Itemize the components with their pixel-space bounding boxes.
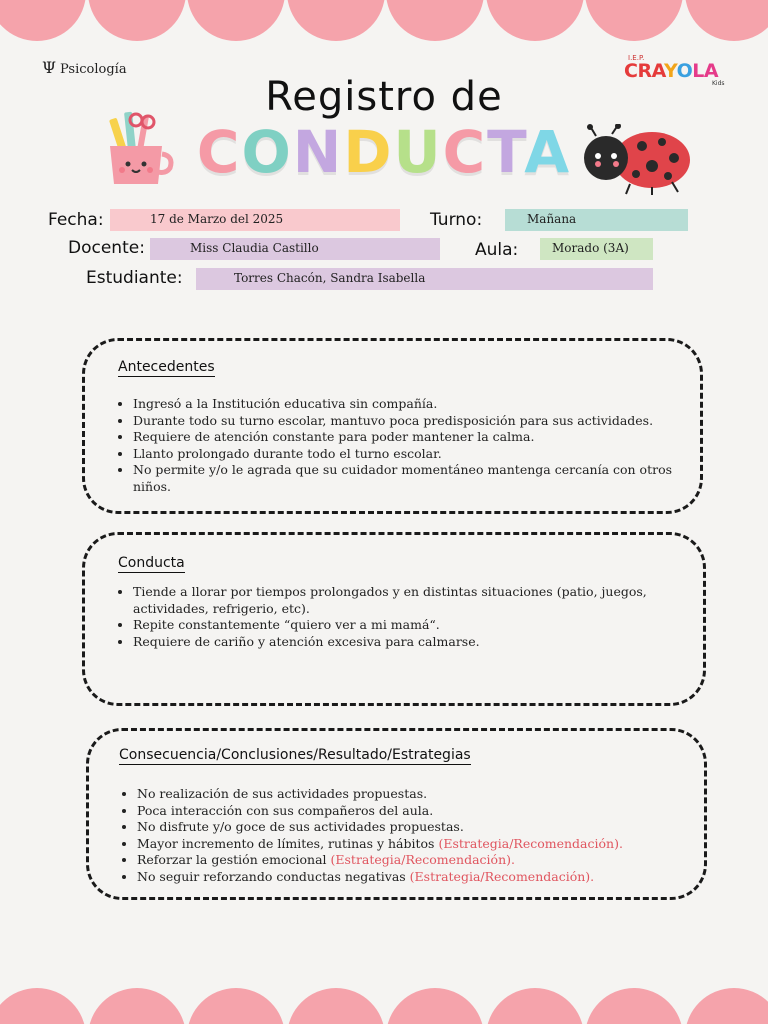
fecha-field: 17 de Marzo del 2025 [110, 209, 400, 231]
logo-word: CRAYOLA [624, 60, 719, 82]
strategy-note: (Estrategia/Recomendación). [409, 868, 595, 884]
list-item: • Requiere de atención constante para poder mantener la calma. [133, 429, 677, 446]
list-item: • Ingresó a la Institución educativa sin compañía. [133, 396, 677, 413]
psi-icon: Ψ [42, 58, 57, 77]
scallop-shape [0, 0, 86, 41]
scallop-shape [585, 988, 683, 1024]
list-item: • Mayor incremento de límites, rutinas y hábitos (Estrategia/Recomendación). [137, 836, 681, 853]
scallop-shape [88, 988, 186, 1024]
list-item: • Llanto prolongado durante todo el turno escolar. [133, 446, 677, 463]
title-letter: C [196, 118, 242, 186]
fecha-label: Fecha: [48, 210, 104, 230]
list-item: • Poca interacción con sus compañeros del aula. [137, 803, 681, 820]
scallop-shape [88, 0, 186, 41]
turno-label: Turno: [430, 210, 483, 230]
list-item: • No seguir reforzando conductas negativas (Estrategia/Recomendación). [137, 869, 681, 886]
title-letter: A [524, 118, 572, 186]
title-letter: C [442, 118, 488, 186]
antecedentes-section [82, 338, 703, 514]
title-letter: T [487, 118, 525, 186]
list-item: • No permite y/o le agrada que su cuidador momentáneo mantenga cercanía con otros niños. [133, 462, 677, 495]
title-letter: N [292, 118, 344, 186]
consecuencia-section [86, 728, 707, 900]
bottom-scallop-border [0, 964, 768, 1024]
title-registro-de: Registro de [265, 74, 503, 120]
title-conducta [0, 118, 768, 186]
docente-label: Docente: [68, 238, 145, 258]
conducta-title: Conducta [118, 555, 185, 571]
list-item: • Tiende a llorar por tiempos prolongados y en distintas situaciones (patio, juegos, actividades, refrigerio, etc). [133, 584, 677, 617]
scallop-shape [486, 988, 584, 1024]
logo-iep: I.E.P. [628, 54, 645, 62]
psicologia-label: Psicología [60, 62, 127, 77]
list-item: • Reforzar la gestión emocional (Estrategia/Recomendación). [137, 852, 681, 869]
strategy-note: (Estrategia/Recomendación). [438, 835, 623, 851]
scallop-shape [386, 988, 484, 1024]
scallop-shape [187, 988, 285, 1024]
turno-field: Mañana [505, 209, 688, 231]
aula-field: Morado (3A) [540, 238, 653, 260]
list-item: • No realización de sus actividades propuestas. [137, 786, 681, 803]
consecuencia-list [121, 786, 681, 885]
top-scallop-border [0, 0, 768, 60]
title-letter: U [393, 118, 443, 186]
scallop-shape [287, 988, 385, 1024]
scallop-shape [685, 988, 768, 1024]
consecuencia-title: Consecuencia/Conclusiones/Resultado/Estrategias [119, 747, 471, 763]
scallop-shape [585, 0, 683, 41]
antecedentes-list [117, 396, 677, 495]
scallop-shape [386, 0, 484, 41]
scallop-shape [287, 0, 385, 41]
conducta-section [82, 532, 706, 706]
scallop-shape [685, 0, 768, 41]
list-item: • Requiere de cariño y atención excesiva para calmarse. [133, 634, 677, 651]
list-item: • Repite constantemente “quiero ver a mi mamá“. [133, 617, 677, 634]
list-item: • No disfrute y/o goce de sus actividades propuestas. [137, 819, 681, 836]
title-letter: O [241, 118, 293, 186]
estudiante-field: Torres Chacón, Sandra Isabella [196, 268, 653, 290]
scallop-shape [187, 0, 285, 41]
scallop-shape [486, 0, 584, 41]
docente-field: Miss Claudia Castillo [150, 238, 440, 260]
aula-label: Aula: [475, 240, 519, 260]
conducta-list [117, 584, 677, 650]
scallop-shape [0, 988, 86, 1024]
logo-kids: Kids [712, 80, 725, 87]
list-item: • Durante todo su turno escolar, mantuvo poca predisposición para sus actividades. [133, 413, 677, 430]
title-letter: D [343, 118, 394, 186]
strategy-note: (Estrategia/Recomendación). [330, 852, 515, 867]
antecedentes-title: Antecedentes [118, 359, 215, 375]
estudiante-label: Estudiante: [86, 268, 183, 288]
